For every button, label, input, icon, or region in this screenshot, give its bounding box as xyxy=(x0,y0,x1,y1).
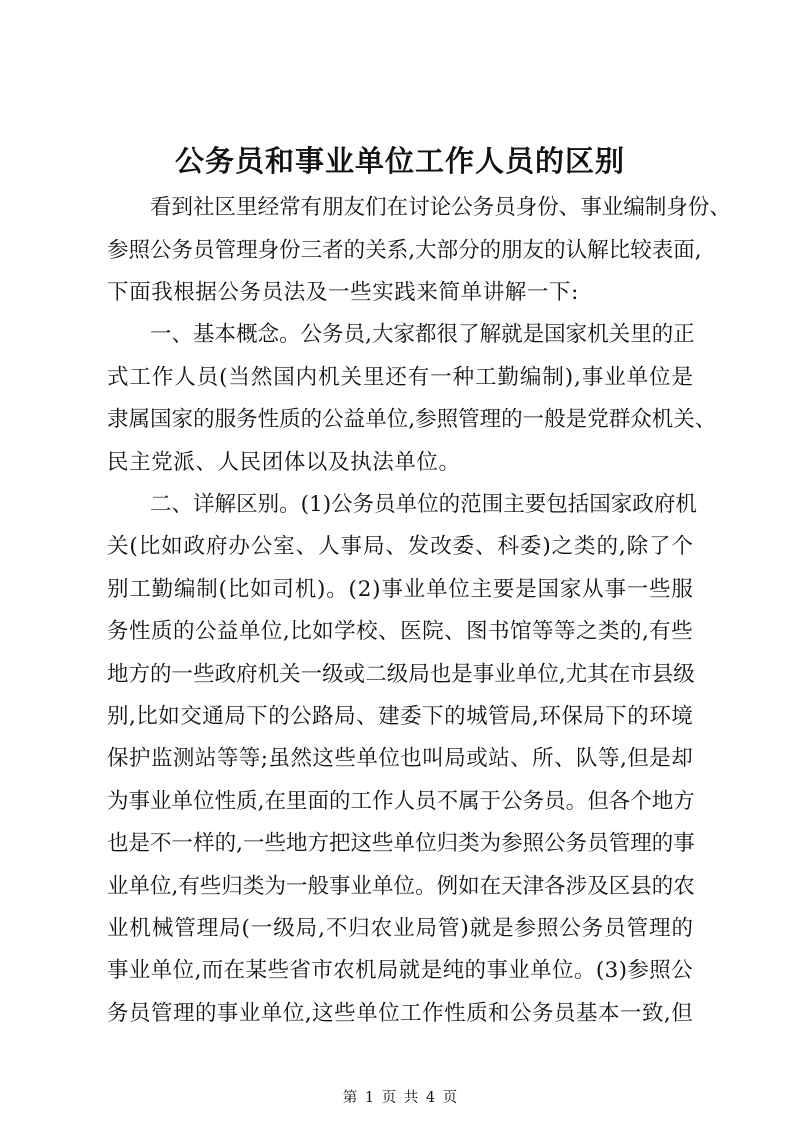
document-title: 公务员和事业单位工作人员的区别 xyxy=(174,144,625,178)
paragraph-3-line-12: 事 业 单 位 , 而 在 某 些 省 市 农 机 局 就 是 纯 的 事 业 单 位 。 ( 3 ) 参 照 公 xyxy=(107,958,693,983)
paragraph-3-line-1: 二 、 详 解 区 别 。 ( 1 ) 公 务 员 单 位 的 范 围 主 要 包 括 国 家 政 府 机 xyxy=(150,492,697,517)
paragraph-3-line-10: 业 单 位 , 有 些 归 类 为 一 般 事 业 单 位 。 例 如 在 天 津 各 涉 及 区 县 的 农 xyxy=(107,874,695,899)
paragraph-3-line-8: 为 事 业 单 位 性 质 , 在 里 面 的 工 作 人 员 不 属 于 公 务 员 。 但 各 个 地 方 xyxy=(107,789,695,814)
paragraph-3-line-6: 别 , 比 如 交 通 局 下 的 公 路 局 、 建 委 下 的 城 管 局 , 环 保 局 下 的 环 境 xyxy=(107,704,693,729)
paragraph-3-line-5: 地 方 的 一 些 政 府 机 关 一 级 或 二 级 局 也 是 事 业 单 位 , 尤 其 在 市 县 级 xyxy=(107,662,695,687)
paragraph-1-line-1: 看 到 社 区 里 经 常 有 朋 友 们 在 讨 论 公 务 员 身 份 、 事 业 编 制 身 份 、 xyxy=(150,195,731,220)
paragraph-2-line-4: 民主党派、人民团体以及执法单位。 xyxy=(107,450,461,475)
paragraph-3-line-9: 也 是 不 一 样 的 , 一 些 地 方 把 这 些 单 位 归 类 为 参 照 公 务 员 管 理 的 事 xyxy=(107,831,695,856)
page-footer: 第 1 页 共 4 页 xyxy=(342,1090,458,1106)
paragraph-2-line-3: 隶 属 国 家 的 服 务 性 质 的 公 益 单 位 , 参 照 管 理 的 一 般 是 党 群 众 机 关 、 xyxy=(107,407,717,432)
paragraph-3-line-2: 关 ( 比 如 政 府 办 公 室 、 人 事 局 、 发 改 委 、 科 委 ) 之 类 的 , 除 了 个 xyxy=(107,534,693,559)
paragraph-3-line-7: 保 护 监 测 站 等 等 ; 虽 然 这 些 单 位 也 叫 局 或 站 、 所 、 队 等 , 但 是 却 xyxy=(107,746,693,771)
paragraph-2-line-1: 一 、 基 本 概 念 。 公 务 员 , 大 家 都 很 了 解 就 是 国 家 机 关 里 的 正 xyxy=(150,322,695,347)
paragraph-2-line-2: 式 工 作 人 员 ( 当 然 国 内 机 关 里 还 有 一 种 工 勤 编 制 ) , 事 业 单 位 是 xyxy=(107,365,693,390)
paragraph-3-line-3: 别 工 勤 编 制 ( 比 如 司 机 ) 。 ( 2 ) 事 业 单 位 主 要 是 国 家 从 事 一 些 服 xyxy=(107,577,693,602)
paragraph-3-line-13: 务 员 管 理 的 事 业 单 位 , 这 些 单 位 工 作 性 质 和 公 务 员 基 本 一 致 , 但 xyxy=(107,1001,693,1026)
paragraph-3-line-11: 业 机 械 管 理 局 ( 一 级 局 , 不 归 农 业 局 管 ) 就 是 参 照 公 务 员 管 理 的 xyxy=(107,916,693,941)
paragraph-1-line-2: 参 照 公 务 员 管 理 身 份 三 者 的 关 系 , 大 部 分 的 朋 友 的 认 解 比 较 表 面 , xyxy=(107,238,702,263)
paragraph-3-line-4: 务 性 质 的 公 益 单 位 , 比 如 学 校 、 医 院 、 图 书 馆 等 等 之 类 的 , 有 些 xyxy=(107,619,693,644)
paragraph-1-line-3: 下面我根据公务员法及一些实践来简单讲解一下: xyxy=(107,280,579,305)
